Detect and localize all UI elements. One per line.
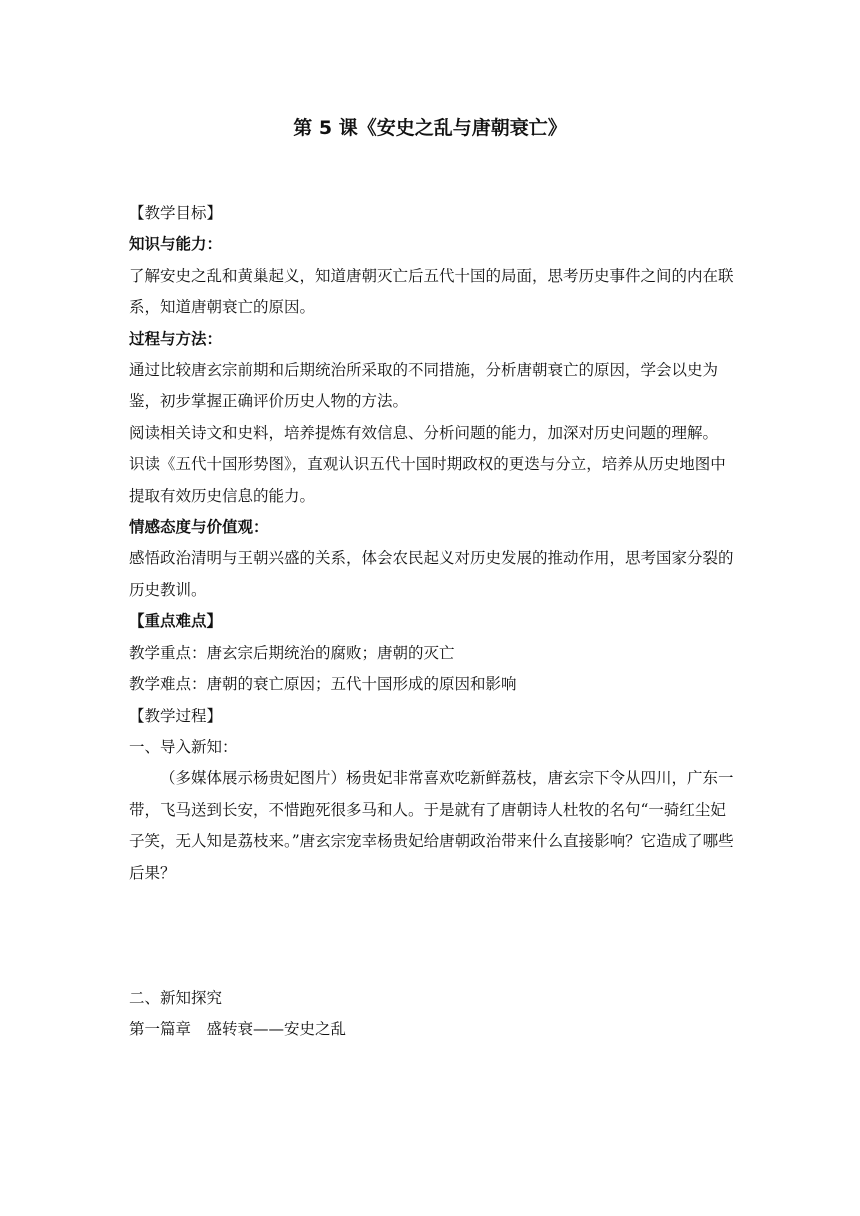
document-body (129, 198, 737, 1046)
key-points-header: 【重点难点】 (129, 612, 223, 631)
difficult-point: 教学难点：唐朝的衰亡原因；五代十国形成的原因和影响 (129, 675, 517, 694)
blank-space (129, 889, 737, 983)
teaching-process-header: 【教学过程】 (129, 706, 223, 725)
chapter-one-heading: 第一篇章 盛转衰——安史之乱 (129, 1020, 347, 1039)
knowledge-header: 知识与能力： (129, 235, 223, 254)
process-text-3: 识读《五代十国形势图》，直观认识五代十国时期政权的更迭与分立，培养从历史地图中提取有效历史信息的能力。 (129, 455, 726, 505)
process-text-1: 通过比较唐玄宗前期和后期统治所采取的不同措施，分析唐朝衰亡的原因，学会以史为鉴，初步掌握正确评价历史人物的方法。 (129, 361, 719, 411)
page-title: 第 5 课《安史之乱与唐朝衰亡》 (293, 117, 567, 139)
knowledge-text: 了解安史之乱和黄巢起义，知道唐朝灭亡后五代十国的局面，思考历史事件之间的内在联系，知道唐朝衰亡的原因。 (129, 266, 734, 317)
key-point: 教学重点：唐玄宗后期统治的腐败；唐朝的灭亡 (129, 643, 455, 662)
emotion-text: 感悟政治清明与王朝兴盛的关系，体会农民起义对历史发展的推动作用，思考国家分裂的历史教训。 (129, 549, 734, 599)
intro-header: 一、导入新知： (129, 737, 238, 756)
process-text-2: 阅读相关诗文和史料，培养提炼有效信息、分析问题的能力，加深对历史问题的理解。 (129, 423, 719, 442)
emotion-header: 情感态度与价值观： (129, 518, 269, 537)
explore-header: 二、新知探究 (129, 988, 223, 1007)
intro-text: （多媒体展示杨贵妃图片）杨贵妃非常喜欢吃新鲜荔枝，唐玄宗下令从四川，广东一带，飞马送到长安，不惜跑死很多马和人。于是就有了唐朝诗人杜牧的名句“一骑红尘妃子笑，无人知是荔枝来。”唐玄宗宠幸杨贵妃给唐朝政治带来什么直接影响？它造成了哪些后果？ (129, 769, 734, 882)
process-header: 过程与方法： (129, 329, 223, 348)
objectives-header: 【教学目标】 (129, 204, 223, 222)
